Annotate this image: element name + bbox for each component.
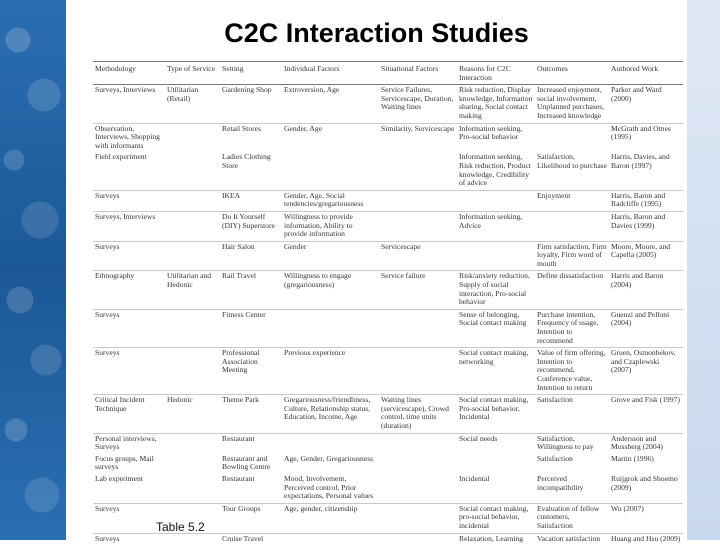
table-cell <box>379 433 457 454</box>
table-cell: Utilitarian (Retail) <box>165 85 220 123</box>
table-cell: Information seeking, Risk reduction, Product knowledge, Credibility of advice <box>459 152 531 188</box>
table-cell: Harris, Baron and Davies (1999) <box>609 211 683 241</box>
table-cell: Huang and Hsu (2009) <box>609 533 683 545</box>
table-cell: Theme Park <box>220 395 282 433</box>
table-cell: Information seeking, Advice <box>457 211 535 241</box>
table-cell: Harris and Baron (2004) <box>609 271 683 309</box>
table-cell <box>379 503 457 533</box>
studies-table <box>93 61 683 545</box>
table-cell: Value of firm offering, Intention to recommend, Conference value, Intention to return <box>535 348 609 395</box>
table-cell <box>165 152 220 190</box>
table-cell: Ruijgrok and Shoemo (2009) <box>611 473 678 492</box>
table-cell: Risk/anxiety reduction, Supply of social interaction, Pro-social behavior <box>457 271 535 309</box>
column-header: Situational Factors <box>379 62 457 85</box>
table-row <box>93 152 683 190</box>
table-cell <box>282 433 379 454</box>
table-cell: Fitness Center <box>220 309 282 347</box>
table-cell: Harris, Davies, and Baron (1997) <box>611 152 670 170</box>
table-cell <box>165 211 220 241</box>
table-cell <box>379 474 457 503</box>
table-cell: Surveys <box>93 503 165 533</box>
table-header <box>93 62 683 85</box>
table-cell: Critical Incident Technique <box>93 395 165 433</box>
table-row <box>93 433 683 454</box>
table-cell: Service Failures, Servicescape, Duration, Waiting lines <box>379 85 457 123</box>
table-cell <box>457 241 535 271</box>
header-row <box>93 62 683 85</box>
table-cell <box>379 348 457 395</box>
table-cell <box>165 241 220 271</box>
column-header: Individual Factors <box>282 62 379 85</box>
table-cell: Social contact making, networking <box>457 348 535 395</box>
table-cell: Surveys <box>93 241 165 271</box>
column-header: Setting <box>220 62 282 85</box>
table-cell: Professional Association Meeting <box>220 348 282 395</box>
table-row <box>93 474 683 503</box>
table-cell <box>282 152 379 190</box>
table-cell: Ethnography <box>93 271 165 309</box>
table-row <box>93 190 683 211</box>
table-cell: Gender <box>282 241 379 271</box>
table-cell: Gregariousness/friendliness, Culture, Relationship status, Education, Income, Age <box>282 395 379 433</box>
column-header: Methodology <box>93 62 165 85</box>
table-cell <box>379 454 457 474</box>
table-cell: Define dissatisfaction <box>535 271 609 309</box>
table-row <box>93 211 683 241</box>
table-cell: Mood, Involvement, Perceived control, Prior expectations, Personal values <box>284 473 374 501</box>
table-cell: Age, gender, citizenship <box>282 503 379 533</box>
table-cell: Hedonic <box>165 395 220 433</box>
table-cell: Utilitarian and Hedonic <box>165 271 220 309</box>
table-cell: Increased enjoyment, social involvement, Unplanned purchases, Increased knowledge <box>535 85 609 123</box>
table-cell: Perceived incompatibility <box>537 473 584 492</box>
table-cell: Social contact making, pro-social behavior, incidental <box>457 503 535 533</box>
table-cell: McGrath and Otnes (1995) <box>609 123 683 152</box>
table-cell: Service failure <box>379 271 457 309</box>
table-cell: Extroversion, Age <box>282 85 379 123</box>
table-cell: Moore, Moore, and Capella (2005) <box>609 241 683 271</box>
table-cell: Surveys <box>93 190 165 211</box>
table-cell: Grove and Fisk (1997) <box>609 395 683 433</box>
table-cell: Restaurant and Bowling Centre <box>222 453 271 472</box>
slide-content <box>66 0 687 543</box>
table-cell: Willingness to engage (gregariousness) <box>282 271 379 309</box>
table-cell: Hair Salon <box>220 241 282 271</box>
table-cell <box>379 533 457 545</box>
table-cell <box>165 123 220 152</box>
table-cell: Wu (2007) <box>609 503 683 533</box>
table-cell <box>379 211 457 241</box>
table-cell: Servicescape <box>379 241 457 271</box>
table-cell: Lab experiment <box>95 473 143 483</box>
table-cell: Sense of belonging, Social contact making <box>457 309 535 347</box>
table-cell: Social needs <box>457 433 535 454</box>
table-cell: Similarity, Servicescape <box>379 123 457 152</box>
table-cell <box>282 309 379 347</box>
table-row <box>93 123 683 152</box>
table-cell: Gardening Shop <box>220 85 282 123</box>
table-cell: Satisfaction <box>537 453 573 463</box>
table-cell <box>165 533 220 545</box>
table-cell: Waiting lines (servicescape), Crowd control, time units (duration) <box>379 395 457 433</box>
table-cell <box>165 454 220 474</box>
table-cell: Surveys, Interviews <box>93 85 165 123</box>
table-cell <box>379 309 457 347</box>
slide-title: C2C Interaction Studies <box>224 18 529 48</box>
table-cell: Gender, Age <box>282 123 379 152</box>
table-cell: Vacation satisfaction <box>535 533 609 545</box>
column-header: Authored Work <box>609 62 683 85</box>
table-cell: Field experiment <box>95 152 147 162</box>
table-cell: Satisfaction, Likelihood to purchase <box>537 152 608 170</box>
table-row <box>93 271 683 309</box>
column-header: Reasons for C2C Interaction <box>457 62 535 85</box>
table-row <box>93 395 683 433</box>
table-cell <box>165 474 220 503</box>
table-cell: Gruen, Osmonbekov, and Czaplewski (2007) <box>609 348 683 395</box>
table-cell <box>282 533 379 545</box>
column-header: Type of Service <box>165 62 220 85</box>
column-header: Outcomes <box>535 62 609 85</box>
table-cell: Relaxation, Learning <box>457 533 535 545</box>
table-cell: Guenzi and Pelloni (2004) <box>609 309 683 347</box>
table-cell: Harris, Baron and Radcliffe (1995) <box>609 190 683 211</box>
table-row <box>93 85 683 123</box>
table-cell: Willingness to provide information, Ability to provide information <box>282 211 379 241</box>
table-cell <box>165 309 220 347</box>
table-cell: Enjoyment <box>535 190 609 211</box>
table-cell: Martin (1996) <box>611 453 654 463</box>
table-cell: Surveys <box>93 348 165 395</box>
bubble-pattern <box>0 0 66 540</box>
table-cell: Personal interviews, Surveys <box>93 433 165 454</box>
table-cell: Surveys <box>93 533 165 545</box>
table-cell: Restaurant <box>222 473 255 483</box>
table-row <box>93 348 683 395</box>
table-cell: Firm satisfaction, Firm loyalty, Firm word of mouth <box>535 241 609 271</box>
table-cell: Andersson and Mossberg (2004) <box>609 433 683 454</box>
table-cell: Social contact making, Pro-social behavior, Incidental <box>457 395 535 433</box>
table-cell: Satisfaction <box>535 395 609 433</box>
table-cell: Surveys <box>93 309 165 347</box>
table-cell: Purchase intention, Frequency of usage, Intention to recommend <box>535 309 609 347</box>
table-cell: Surveys, Interviews <box>93 211 165 241</box>
table-cell: Age, Gender, Gregariousness <box>284 453 374 463</box>
table-cell: Previous experience <box>282 348 379 395</box>
table-cell: Do It Yourself (DIY) Superstore <box>220 211 282 241</box>
left-decorative-band <box>0 0 66 540</box>
table-cell <box>379 190 457 211</box>
table-cell: Ladies Clothing Store <box>222 152 271 170</box>
table-cell: Focus groups, Mail surveys <box>95 453 154 472</box>
table-cell: Rail Travel <box>220 271 282 309</box>
table-cell: Incidental <box>459 473 490 483</box>
table-row <box>93 454 683 474</box>
table-cell <box>457 190 535 211</box>
table-row <box>93 533 683 545</box>
table-cell: Restaurant <box>220 433 282 454</box>
table-cell: Cruise Travel <box>220 533 282 545</box>
table-cell <box>165 433 220 454</box>
table-cell: Tour Groups <box>220 503 282 533</box>
right-decorative-band <box>687 0 720 540</box>
table-cell <box>165 190 220 211</box>
table-row <box>93 241 683 271</box>
table-caption: Table 5.2 <box>156 520 205 534</box>
table-cell: Parker and Ward (2000) <box>609 85 683 123</box>
table-cell: IKEA <box>220 190 282 211</box>
table-cell: Observation, Interviews, Shopping with informants <box>93 123 165 152</box>
table-cell: Gender, Age, Social tendencies/gregariousness <box>282 190 379 211</box>
table-body <box>93 85 683 545</box>
table-cell <box>535 211 609 241</box>
table-cell <box>535 123 609 152</box>
table-cell <box>165 348 220 395</box>
table-cell <box>457 454 535 474</box>
table-cell: Retail Stores <box>220 123 282 152</box>
table-cell <box>379 152 457 190</box>
table-cell: Information seeking, Pro-social behavior <box>457 123 535 152</box>
table-cell: Evaluation of fellow customers, Satisfaction <box>535 503 609 533</box>
table-row <box>93 309 683 347</box>
table-cell: Satisfaction, Willingness to pay <box>535 433 609 454</box>
table-cell: Risk reduction, Display knowledge, Information sharing, Social contact making <box>457 85 535 123</box>
